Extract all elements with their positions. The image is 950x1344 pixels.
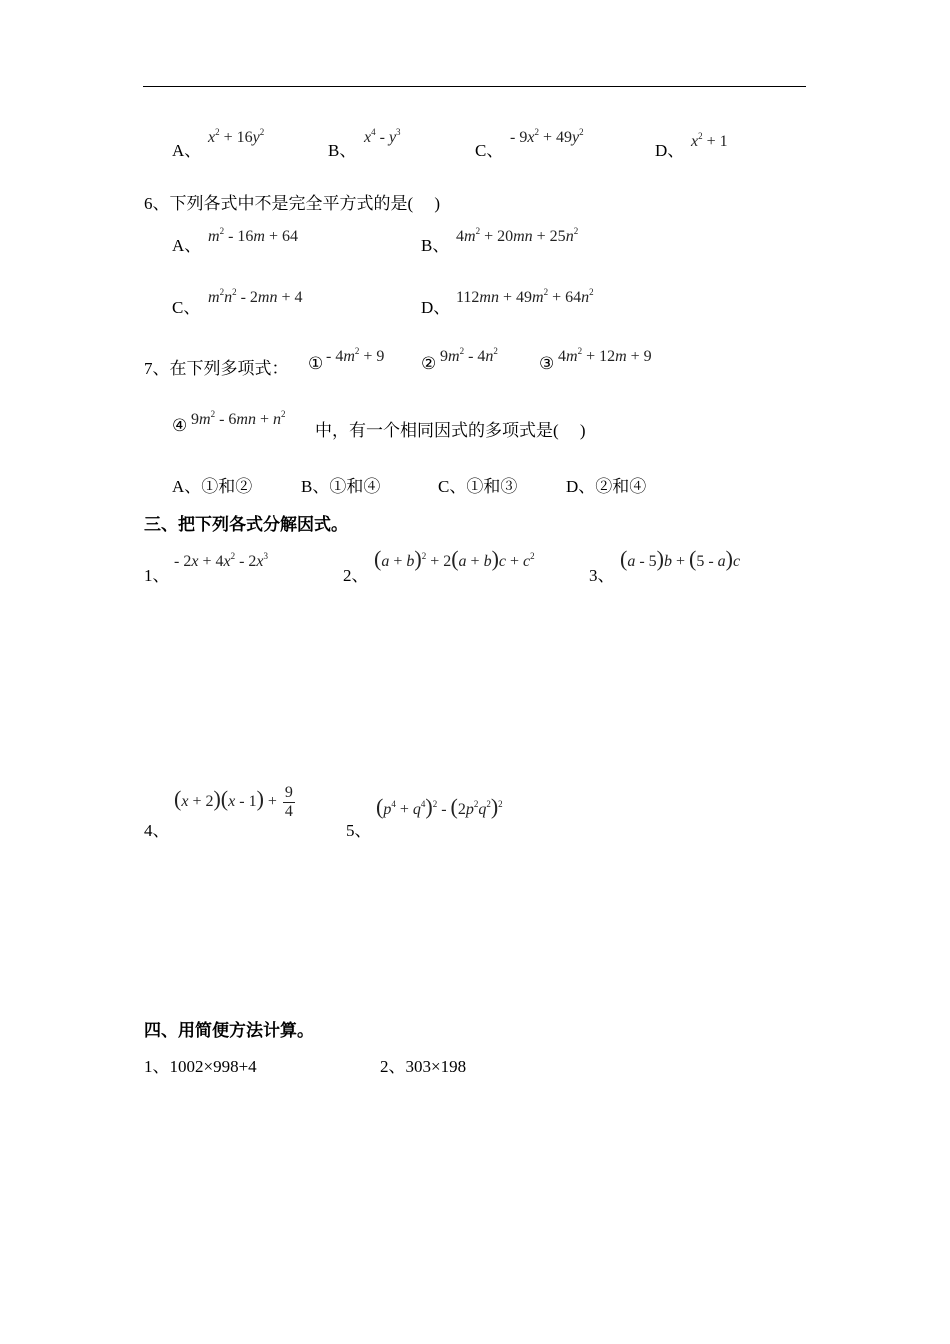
q7-option-d: D、②和④ [566,477,647,496]
q7-poly-4: $9m^2 - 6mn + n^2$ [191,409,286,428]
s3-item-4-expr: (x + 2)(x - 1) + $\frac{9}{4}$ [174,784,293,820]
s3-item-4-number: 4、 [144,821,170,840]
q6-option-b-expr: $4m^2 + 20mn + 25n^2$ [456,226,579,245]
q5-option-c-label: C、 [475,141,504,160]
q6-option-c-label: C、 [172,298,201,317]
s4-problem-1: 1、1002×998+4 [144,1057,257,1076]
q6-option-c-expr: $m^2n^2 - 2mn + 4$ [208,287,303,306]
q7-option-b: B、①和④ [301,477,381,496]
q5-option-a-label: A、 [172,141,202,160]
s3-item-2-expr: $(a + b)^2 + 2(a + b)c + c^2$ [374,546,535,571]
q7-option-c: C、①和③ [438,477,518,496]
q7-marker-1: ① [308,354,324,373]
s3-item-1-number: 1、 [144,566,170,585]
s3-item-3-expr: (a - 5)b + (5 - a)c [620,546,741,571]
s3-item-1-expr: - $2x + 4x^2 - 2x^3$ [174,551,269,570]
s3-item-5-number: 5、 [346,821,372,840]
q7-marker-2: ② [421,354,437,373]
q7-option-a: A、①和② [172,477,253,496]
q7-marker-3: ③ [539,354,555,373]
q7-poly-2: $9m^2 - 4n^2$ [440,346,498,365]
s3-item-2-number: 2、 [343,566,369,585]
s3-item-3-number: 3、 [589,566,615,585]
q6-option-a-expr: $m^2 - 16m + 64$ [208,226,298,245]
q7-poly-1: - $4m^2 + 9$ [326,346,385,365]
section4-title: 四、用简便方法计算。 [144,1021,314,1040]
q7-stem-suffix: 中，有一个相同因式的多项式是( ) [315,421,586,440]
q6-option-d-label: D、 [421,298,451,317]
q5-option-a-expr: $x^2 + 16y^2$ [208,127,265,146]
s4-problem-2: 2、303×198 [380,1057,467,1076]
q5-option-b-expr: $x^4 - y^3$ [364,127,401,146]
q5-option-b-label: B、 [328,141,357,160]
header-rule [143,86,806,87]
q6-option-b-label: B、 [421,236,450,255]
q5-option-d-label: D、 [655,141,685,160]
q5-option-c-expr: - $9x^2 + 49y^2$ [510,127,584,146]
q6-stem: 6、下列各式中不是完全平方式的是( ) [144,194,441,213]
q7-marker-4: ④ [172,416,188,435]
s3-item-5-expr: $(p^4 + q^4)^2 - (2p^2q^2)^2$ [376,794,503,819]
section3-title: 三、把下列各式分解因式。 [144,515,348,534]
q5-option-d-expr: $x^2 + 1$ [691,131,728,150]
q6-option-a-label: A、 [172,236,202,255]
q6-option-d-expr: $112mn + 49m^2 + 64n^2$ [456,287,594,306]
q7-poly-3: $4m^2 + 12m + 9$ [558,346,652,365]
q7-stem-prefix: 7、在下列多项式： [144,359,289,378]
